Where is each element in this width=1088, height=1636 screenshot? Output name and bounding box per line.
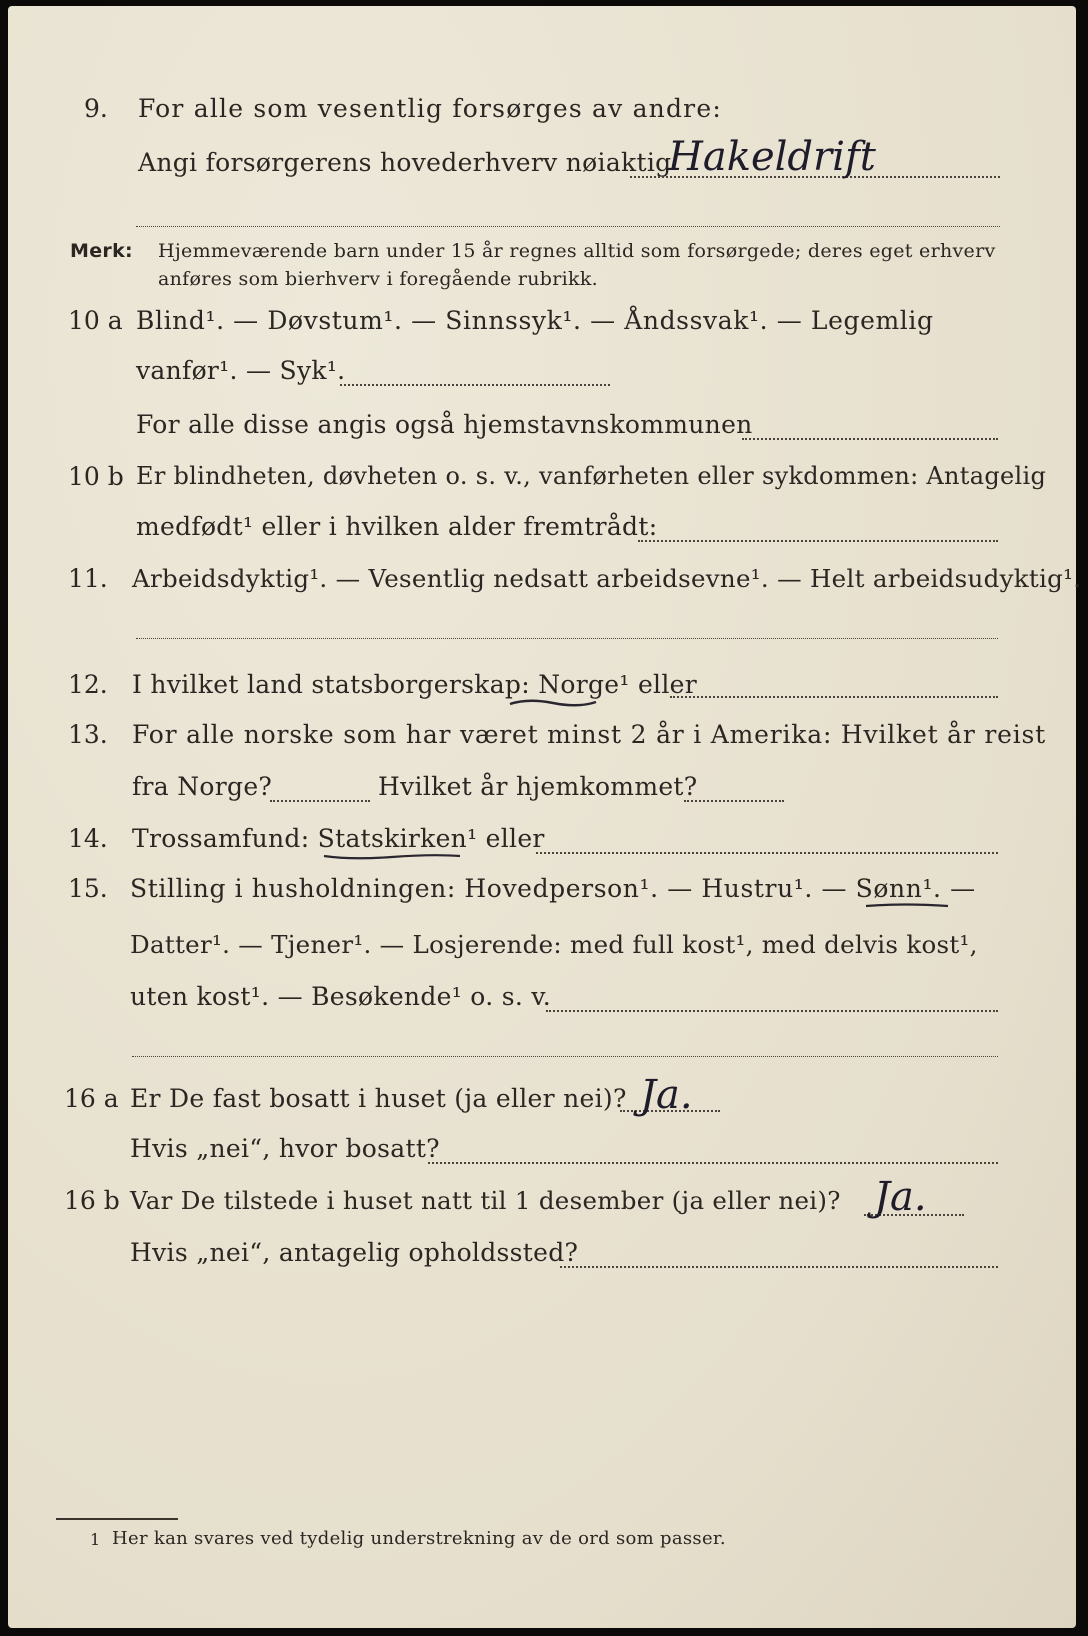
q10b-number: 10 b: [68, 462, 124, 491]
q10a-line1: Blind¹. — Døvstum¹. — Sinnssyk¹. — Åndssvak¹. — Legemlig: [136, 306, 934, 335]
q13-line1: For alle norske som har været minst 2 år i Amerika: Hvilket år reist: [132, 720, 1047, 749]
q9-number: 9.: [84, 94, 108, 123]
q11-extra-line: [136, 638, 998, 639]
q13-line2b: Hvilket år hjemkommet?: [378, 772, 698, 801]
footnote-mark: 1: [90, 1530, 101, 1549]
q12-number: 12.: [68, 670, 108, 699]
q15-extra-line: [132, 1056, 998, 1057]
q9-handwritten-answer: Hakeldrift: [668, 134, 876, 180]
q16b-line1: Var De tilstede i huset natt til 1 desember (ja eller nei)?: [130, 1186, 841, 1215]
q12-line1: I hvilket land statsborgerskap: Norge¹ eller: [132, 670, 697, 699]
q15-line2: Datter¹. — Tjener¹. — Losjerende: med full kost¹, med delvis kost¹,: [130, 930, 978, 959]
q16a-residence-line: [428, 1162, 998, 1164]
q14-answer-line: [536, 852, 998, 854]
q14-statskirken-underline: [322, 850, 462, 864]
q14-line1: Trossamfund: Statskirken¹ eller: [132, 824, 545, 853]
footnote-text: Her kan svares ved tydelig understrekning av de ord som passer.: [112, 1528, 726, 1549]
q12-norge-underline: [508, 696, 598, 710]
q13-number: 13.: [68, 720, 108, 749]
merk-label: Merk:: [70, 240, 133, 262]
q15-answer-line: [546, 1010, 998, 1012]
q13-year-return-line: [684, 800, 784, 802]
footnote-rule: [56, 1518, 178, 1520]
merk-line1: Hjemmeværende barn under 15 år regnes alltid som forsørgede; deres eget erhverv: [158, 240, 996, 262]
q16b-location-line: [560, 1266, 998, 1268]
q10a-number: 10 a: [68, 306, 123, 335]
q10a-line3: For alle disse angis også hjemstavnskommunen: [136, 410, 753, 439]
q12-answer-line: [670, 696, 998, 698]
q15-number: 15.: [68, 874, 108, 903]
q15-line1: Stilling i husholdningen: Hovedperson¹. — Hustru¹. — Sønn¹. —: [130, 874, 976, 903]
q16b-number: 16 b: [64, 1186, 120, 1215]
q16a-line1: Er De fast bosatt i huset (ja eller nei)?: [130, 1084, 627, 1113]
q11-number: 11.: [68, 564, 108, 593]
q14-number: 14.: [68, 824, 108, 853]
q16b-line2: Hvis „nei“, antagelig opholdssted?: [130, 1238, 579, 1267]
q15-sonn-underline: [864, 900, 950, 912]
q10a-answer-line: [340, 384, 610, 386]
q11-line1: Arbeidsdyktig¹. — Vesentlig nedsatt arbeidsevne¹. — Helt arbeidsudyktig¹.: [132, 564, 1082, 593]
q15-line3: uten kost¹. — Besøkende¹ o. s. v.: [130, 982, 552, 1011]
q9-line1: For alle som vesentlig forsørges av andre:: [138, 94, 722, 123]
q9-extra-line: [136, 226, 1000, 227]
q16a-number: 16 a: [64, 1084, 119, 1113]
q10b-line2: medfødt¹ eller i hvilken alder fremtrådt:: [136, 512, 658, 541]
q16a-handwritten-answer: Ja.: [640, 1072, 693, 1118]
q13-line2a: fra Norge?: [132, 772, 273, 801]
q16b-handwritten-answer: Ja.: [874, 1174, 927, 1220]
q16a-line2: Hvis „nei“, hvor bosatt?: [130, 1134, 440, 1163]
q10a-line2: vanfør¹. — Syk¹.: [136, 356, 346, 385]
q10b-line1: Er blindheten, døvheten o. s. v., vanførheten eller sykdommen: Antagelig: [136, 462, 1047, 490]
q9-line2: Angi forsørgerens hovederhverv nøiaktig: [138, 148, 672, 177]
q10b-answer-line: [638, 540, 998, 542]
q13-year-left-line: [270, 800, 370, 802]
census-form-page: [8, 6, 1082, 1628]
q10a-home-line: [742, 438, 998, 440]
merk-line2: anføres som bierhverv i foregående rubrikk.: [158, 268, 598, 290]
